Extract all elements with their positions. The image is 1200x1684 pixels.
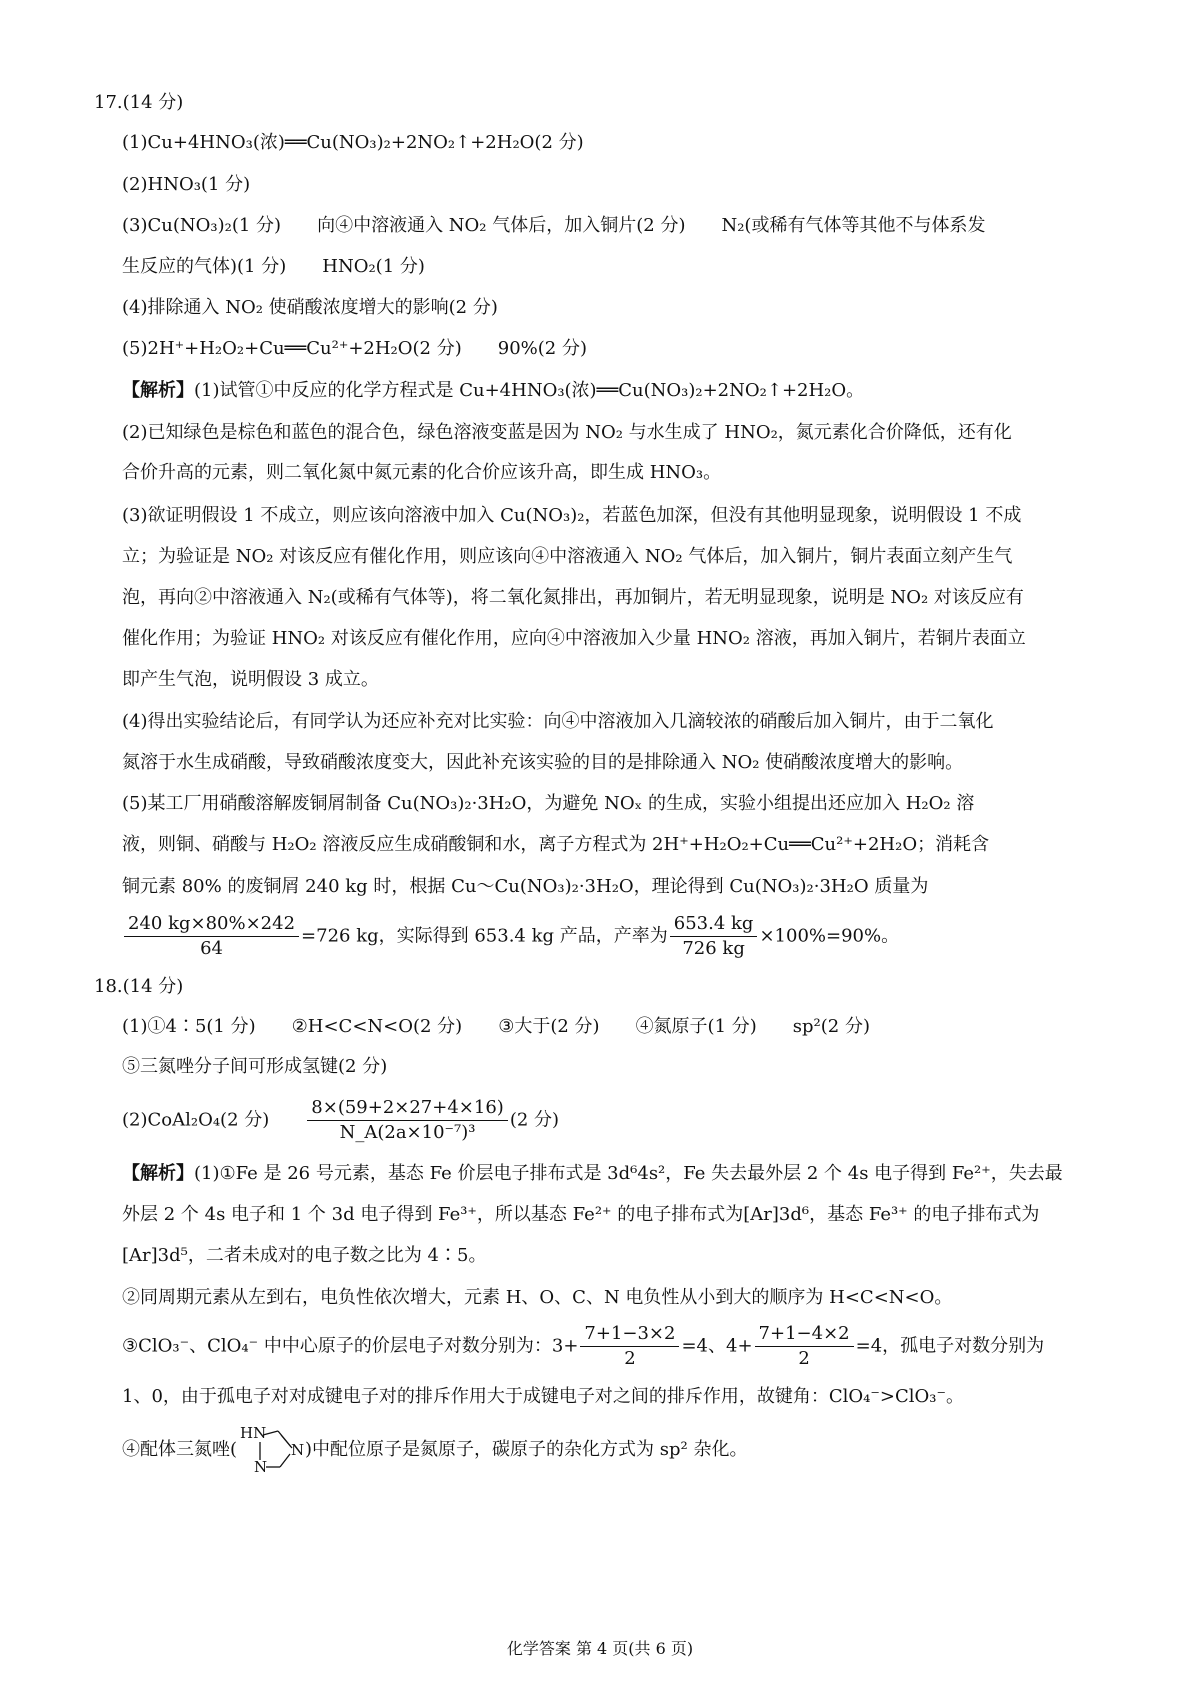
q17-answer-5-part1: (5)2H⁺+H₂O₂+Cu══Cu²⁺+2H₂O(2 分)	[122, 338, 462, 359]
triazole-hn-label: HN	[240, 1424, 267, 1442]
valence-pair-fraction-2-denominator: 2	[798, 1348, 810, 1369]
q18-answer-2	[122, 1096, 559, 1145]
q17-answer-3-part1: (3)Cu(NO₃)₂(1 分)	[122, 215, 282, 236]
q17-explanation-5-line1: (5)某工厂用硝酸溶解废铜屑制备 Cu(NO₃)₂·3H₂O，为避免 NOₓ 的生成，实验小组提出还应加入 H₂O₂ 溶	[122, 793, 975, 814]
q18-answer-1-part4: ④氮原子(1 分)	[635, 1016, 757, 1037]
q17-explanation-3-line2: 立；为验证是 NO₂ 对该反应有催化作用，则应该向④中溶液通入 NO₂ 气体后，加入铜片，铜片表面立刻产生气	[122, 546, 1013, 567]
q17-answer-3-part2: 向④中溶液通入 NO₂ 气体后，加入铜片(2 分)	[317, 215, 686, 236]
q18-explanation-1-line3: [Ar]3d⁵，二者未成对的电子数之比为 4∶5。	[122, 1245, 487, 1266]
yield-fraction-1	[124, 912, 299, 961]
q17-explanation-3-line3: 泡，再向②中溶液通入 N₂(或稀有气体等)，将二氧化氮排出，再加铜片，若无明显现象，说明是 NO₂ 对该反应有	[122, 587, 1024, 608]
q17-calc-end: ×100%=90%。	[759, 925, 900, 947]
q17-answer-3-cont1: 生反应的气体)(1 分)	[122, 256, 287, 277]
q17-explanation-3-line1: (3)欲证明假设 1 不成立，则应该向溶液中加入 Cu(NO₃)₂，若蓝色加深，但没有其他明显现象，说明假设 1 不成	[122, 505, 1022, 526]
q18-explanation-3-mid: =4、4+	[681, 1335, 753, 1357]
yield-fraction-1-denominator: 64	[200, 938, 223, 959]
q17-explanation-4-line1: (4)得出实验结论后，有同学认为还应补充对比实验：向④中溶液加入几滴较浓的硝酸后加入铜片，由于二氧化	[122, 711, 994, 732]
q18-answer-2-part1: (2)CoAl₂O₄(2 分)	[122, 1109, 270, 1131]
q18-answer-1	[122, 1014, 870, 1040]
q17-explanation-4-line2: 氮溶于水生成硝酸，导致硝酸浓度变大，因此补充该实验的目的是排除通入 NO₂ 使硝酸浓度增大的影响。	[122, 752, 964, 773]
q18-explanation-3-post: =4，孤电子对数分别为	[855, 1335, 1045, 1357]
q17-explanation-5-calc	[122, 912, 899, 961]
q18-answer-1-part1: (1)①4∶5(1 分)	[122, 1016, 256, 1037]
q18-analysis-label: 【解析】	[122, 1163, 194, 1184]
q18-explanation-3-line2: 1、0，由于孤电子对对成键电子对的排斥作用大于成键电子对之间的排斥作用，故键角：ClO₄⁻>ClO₃⁻。	[122, 1386, 964, 1407]
q18-explanation-4-post: )中配位原子是氮原子，碳原子的杂化方式为 sp² 杂化。	[305, 1439, 748, 1460]
page-footer: 化学答案 第 4 页(共 6 页)	[506, 1639, 694, 1658]
q17-answer-3-cont2: HNO₂(1 分)	[322, 256, 425, 277]
q18-explanation-1-line1-text: (1)①Fe 是 26 号元素，基态 Fe 价层电子排布式是 3d⁶4s²，Fe 失去最外层 2 个 4s 电子得到 Fe²⁺，失去最	[194, 1163, 1063, 1184]
valence-pair-fraction-2-numerator: 7+1−4×2	[755, 1322, 854, 1347]
q17-analysis-label: 【解析】	[122, 380, 194, 401]
q17-explanation-1	[122, 378, 864, 404]
valence-pair-fraction-1-denominator: 2	[624, 1348, 636, 1369]
q18-explanation-1-line1	[122, 1161, 1063, 1187]
q17-explanation-2-line1: (2)已知绿色是棕色和蓝色的混合色，绿色溶液变蓝是因为 NO₂ 与水生成了 HNO₂，氮元素化合价降低，还有化	[122, 422, 1012, 443]
triazole-n-bottom-label: N	[254, 1458, 268, 1476]
q17-explanation-3-line5: 即产生气泡，说明假设 3 成立。	[122, 669, 379, 690]
q17-answer-4: (4)排除通入 NO₂ 使硝酸浓度增大的影响(2 分)	[122, 297, 498, 318]
q18-explanation-4-pre: ④配体三氮唑(	[122, 1439, 238, 1460]
q18-answer-1-part3: ③大于(2 分)	[498, 1016, 600, 1037]
yield-fraction-2-numerator: 653.4 kg	[670, 912, 758, 937]
q18-heading: 18.(14 分)	[94, 976, 184, 997]
q18-explanation-3-line1	[122, 1322, 1044, 1371]
q18-explanation-4	[122, 1437, 747, 1463]
valence-pair-fraction-2	[755, 1322, 854, 1371]
triazole-n-right-label: N	[291, 1441, 305, 1459]
valence-pair-fraction-1-numerator: 7+1−3×2	[580, 1322, 679, 1347]
q17-answer-2: (2)HNO₃(1 分)	[122, 174, 251, 195]
q17-calc-middle: =726 kg，实际得到 653.4 kg 产品，产率为	[301, 925, 668, 947]
valence-pair-fraction-1	[580, 1322, 679, 1371]
q17-answer-3	[122, 213, 985, 239]
q18-explanation-2: ②同周期元素从左到右，电负性依次增大，元素 H、O、C、N 电负性从小到大的顺序为 H<C<N<O。	[122, 1287, 953, 1308]
q18-answer-1-part6: ⑤三氮唑分子间可形成氢键(2 分)	[122, 1056, 388, 1077]
q18-explanation-1-line2: 外层 2 个 4s 电子和 1 个 3d 电子得到 Fe³⁺，所以基态 Fe²⁺ 的电子排布式为[Ar]3d⁶，基态 Fe³⁺ 的电子排布式为	[122, 1204, 1040, 1225]
triazole-structure	[232, 1422, 304, 1478]
q18-answer-1-part2: ②H<C<N<O(2 分)	[291, 1016, 463, 1037]
q17-explanation-5-line3: 铜元素 80% 的废铜屑 240 kg 时，根据 Cu～Cu(NO₃)₂·3H₂O，理论得到 Cu(NO₃)₂·3H₂O 质量为	[122, 876, 929, 897]
q17-explanation-2-line2: 合价升高的元素，则二氧化氮中氮元素的化合价应该升高，即生成 HNO₃。	[122, 462, 722, 483]
q17-heading: 17.(14 分)	[94, 92, 184, 113]
yield-fraction-1-numerator: 240 kg×80%×242	[124, 912, 299, 937]
q18-answer-1-part5: sp²(2 分)	[792, 1016, 870, 1037]
yield-fraction-2	[670, 912, 758, 961]
q17-explanation-3-line4: 催化作用；为验证 HNO₂ 对该反应有催化作用，应向④中溶液加入少量 HNO₂ 溶液，再加入铜片，若铜片表面立	[122, 628, 1026, 649]
q18-answer-2-part2: (2 分)	[509, 1109, 560, 1131]
q17-answer-5	[122, 336, 587, 362]
q18-explanation-3-pre: ③ClO₃⁻、ClO₄⁻ 中中心原子的价层电子对数分别为：3+	[122, 1335, 579, 1357]
yield-fraction-2-denominator: 726 kg	[682, 938, 745, 959]
q17-answer-1: (1)Cu+4HNO₃(浓)══Cu(NO₃)₂+2NO₂↑+2H₂O(2 分)	[122, 132, 584, 153]
density-fraction-numerator: 8×(59+2×27+4×16)	[307, 1096, 508, 1121]
q17-explanation-1-text: (1)试管①中反应的化学方程式是 Cu+4HNO₃(浓)══Cu(NO₃)₂+2NO₂↑+2H₂O。	[194, 380, 865, 401]
density-fraction	[307, 1096, 508, 1145]
q17-answer-5-part2: 90%(2 分)	[497, 338, 587, 359]
density-fraction-denominator: N_A(2a×10⁻⁷)³	[339, 1122, 476, 1143]
q17-answer-3-cont	[122, 254, 425, 280]
q17-explanation-5-line2: 液，则铜、硝酸与 H₂O₂ 溶液反应生成硝酸铜和水，离子方程式为 2H⁺+H₂O₂+Cu══Cu²⁺+2H₂O；消耗含	[122, 834, 990, 855]
q17-answer-3-part3: N₂(或稀有气体等其他不与体系发	[721, 215, 986, 236]
